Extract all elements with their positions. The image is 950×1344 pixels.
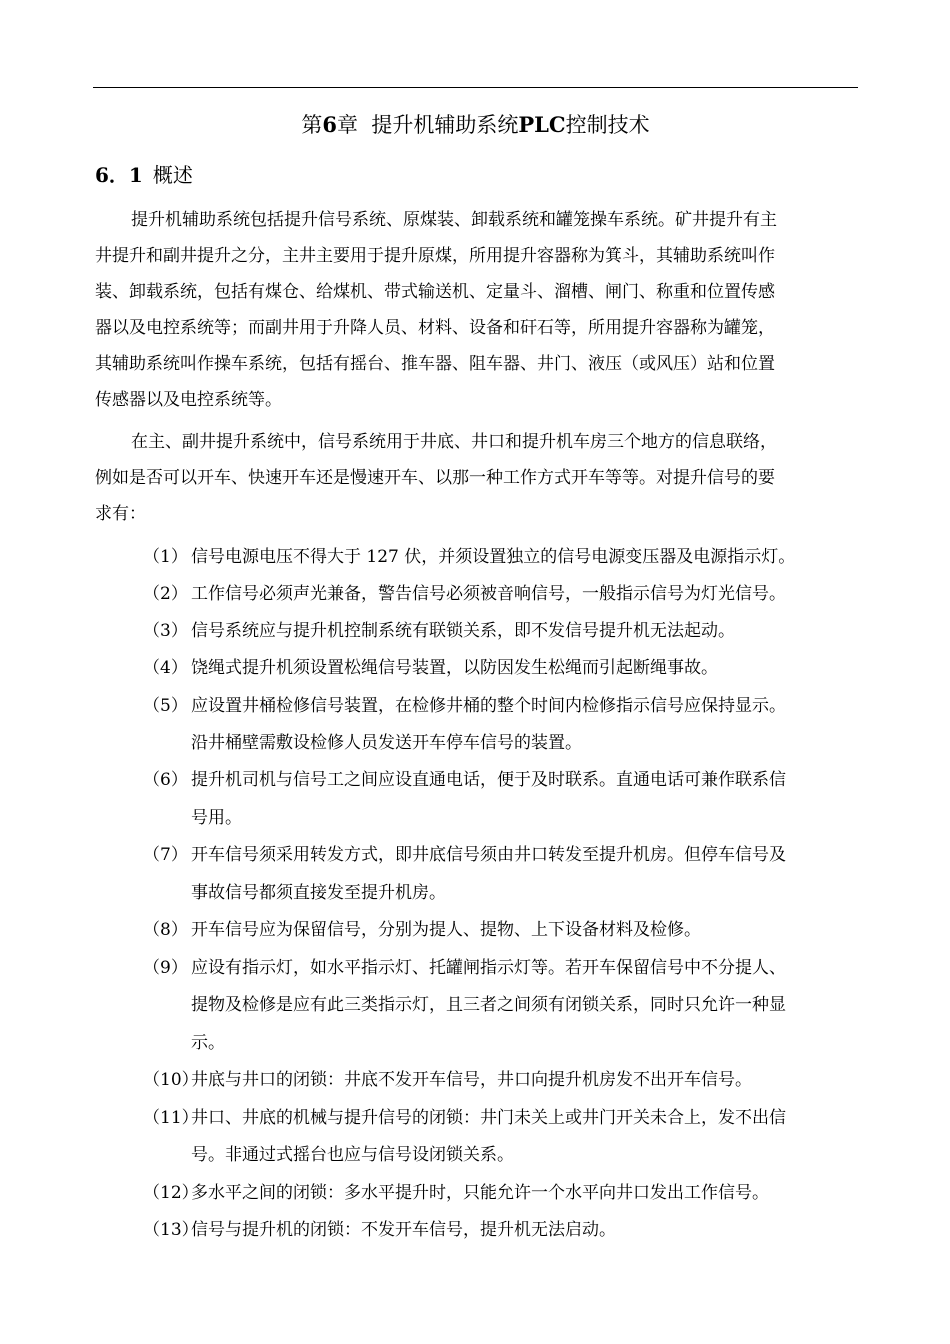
chapter-title-tail: 控制技术 — [565, 113, 650, 137]
list-item-text: 应设有指示灯，如水平指示灯、托罐闸指示灯等。若开车保留信号中不分提人、 — [191, 958, 786, 978]
list-item-text: 井底与井口的闭锁：井底不发开车信号，井口向提升机房发不出开车信号。 — [191, 1070, 752, 1090]
list-item-text: 多水平之间的闭锁：多水平提升时，只能允许一个水平向井口发出工作信号。 — [191, 1183, 769, 1203]
list-index: （5） — [143, 696, 188, 716]
list-item-text: 井口、井底的机械与提升信号的闭锁：井门未关上或井门开关未合上，发不出信 — [191, 1108, 786, 1128]
list-index: （1） — [143, 547, 188, 567]
list-item-text: 信号系统应与提升机控制系统有联锁关系，即不发信号提升机无法起动。 — [191, 621, 735, 641]
chapter-word: 章 — [336, 113, 358, 137]
paragraph-1-line: 井提升和副井提升之分，主井主要用于提升原煤，所用提升容器称为箕斗，其辅助系统叫作 — [95, 246, 775, 266]
paragraph-2-line: 求有： — [95, 504, 146, 524]
section-title: 概述 — [152, 163, 193, 187]
paragraph-1-line: 提升机辅助系统包括提升信号系统、原煤装、卸载系统和罐笼操车系统。矿井提升有主 — [131, 210, 777, 230]
list-item-text: 沿井桶壁需敷设检修人员发送开车停车信号的装置。 — [191, 733, 582, 753]
header-rule — [93, 87, 858, 88]
section-heading — [95, 160, 193, 190]
list-item-text: 示。 — [191, 1033, 225, 1053]
list-item-text: 提物及检修是应有此三类指示灯，且三者之间须有闭锁关系，同时只允许一种显 — [191, 995, 786, 1015]
chapter-number: 6 — [322, 112, 337, 137]
paragraph-1-line: 传感器以及电控系统等。 — [95, 390, 282, 410]
list-item-text: 开车信号应为保留信号，分别为提人、提物、上下设备材料及检修。 — [191, 920, 701, 940]
list-item-text: 应设置井桶检修信号装置，在检修井桶的整个时间内检修指示信号应保持显示。 — [191, 696, 786, 716]
chapter-title-main: 提升机辅助系统 — [371, 113, 519, 137]
list-item-text: 提升机司机与信号工之间应设直通电话，便于及时联系。直通电话可兼作联系信 — [191, 770, 786, 790]
paragraph-1-line: 其辅助系统叫作操车系统，包括有摇台、推车器、阻车器、井门、液压（或风压）站和位置 — [95, 354, 775, 374]
paragraph-2-line: 例如是否可以开车、快速开车还是慢速开车、以那一种工作方式开车等等。对提升信号的要 — [95, 468, 775, 488]
list-index: （6） — [143, 770, 188, 790]
list-item-text: 号用。 — [191, 808, 242, 828]
list-index: （2） — [143, 584, 188, 604]
list-item-text: 事故信号都须直接发至提升机房。 — [191, 883, 446, 903]
list-item-text: 信号电源电压不得大于 127 伏，并须设置独立的信号电源变压器及电源指示灯。 — [191, 547, 796, 567]
list-item-text: 号。非通过式摇台也应与信号设闭锁关系。 — [191, 1145, 514, 1165]
list-index: （12） — [143, 1183, 199, 1203]
list-index: （10） — [143, 1070, 199, 1090]
list-index: （7） — [143, 845, 188, 865]
paragraph-1-line: 器以及电控系统等；而副井用于升降人员、材料、设备和矸石等，所用提升容器称为罐笼， — [95, 318, 775, 338]
paragraph-2-line: 在主、副井提升系统中，信号系统用于井底、井口和提升机车房三个地方的信息联络， — [131, 432, 777, 452]
chapter-title-bold: PLC — [518, 112, 566, 137]
list-index: （3） — [143, 621, 188, 641]
list-index: （13） — [143, 1220, 199, 1240]
list-index: （4） — [143, 658, 188, 678]
list-item-text: 信号与提升机的闭锁：不发开车信号，提升机无法启动。 — [191, 1220, 616, 1240]
list-item-text: 饶绳式提升机须设置松绳信号装置，以防因发生松绳而引起断绳事故。 — [191, 658, 718, 678]
chapter-title — [93, 110, 858, 140]
list-index: （9） — [143, 958, 188, 978]
list-index: （11） — [143, 1108, 199, 1128]
list-index: （8） — [143, 920, 188, 940]
paragraph-1-line: 装、卸载系统，包括有煤仓、给煤机、带式输送机、定量斗、溜槽、闸门、称重和位置传感 — [95, 282, 775, 302]
list-item-text: 工作信号必须声光兼备，警告信号必须被音响信号，一般指示信号为灯光信号。 — [191, 584, 786, 604]
section-number: 6．1 — [95, 163, 143, 187]
list-item-text: 开车信号须采用转发方式，即井底信号须由井口转发至提升机房。但停车信号及 — [191, 845, 786, 865]
chapter-prefix: 第 — [301, 113, 323, 137]
